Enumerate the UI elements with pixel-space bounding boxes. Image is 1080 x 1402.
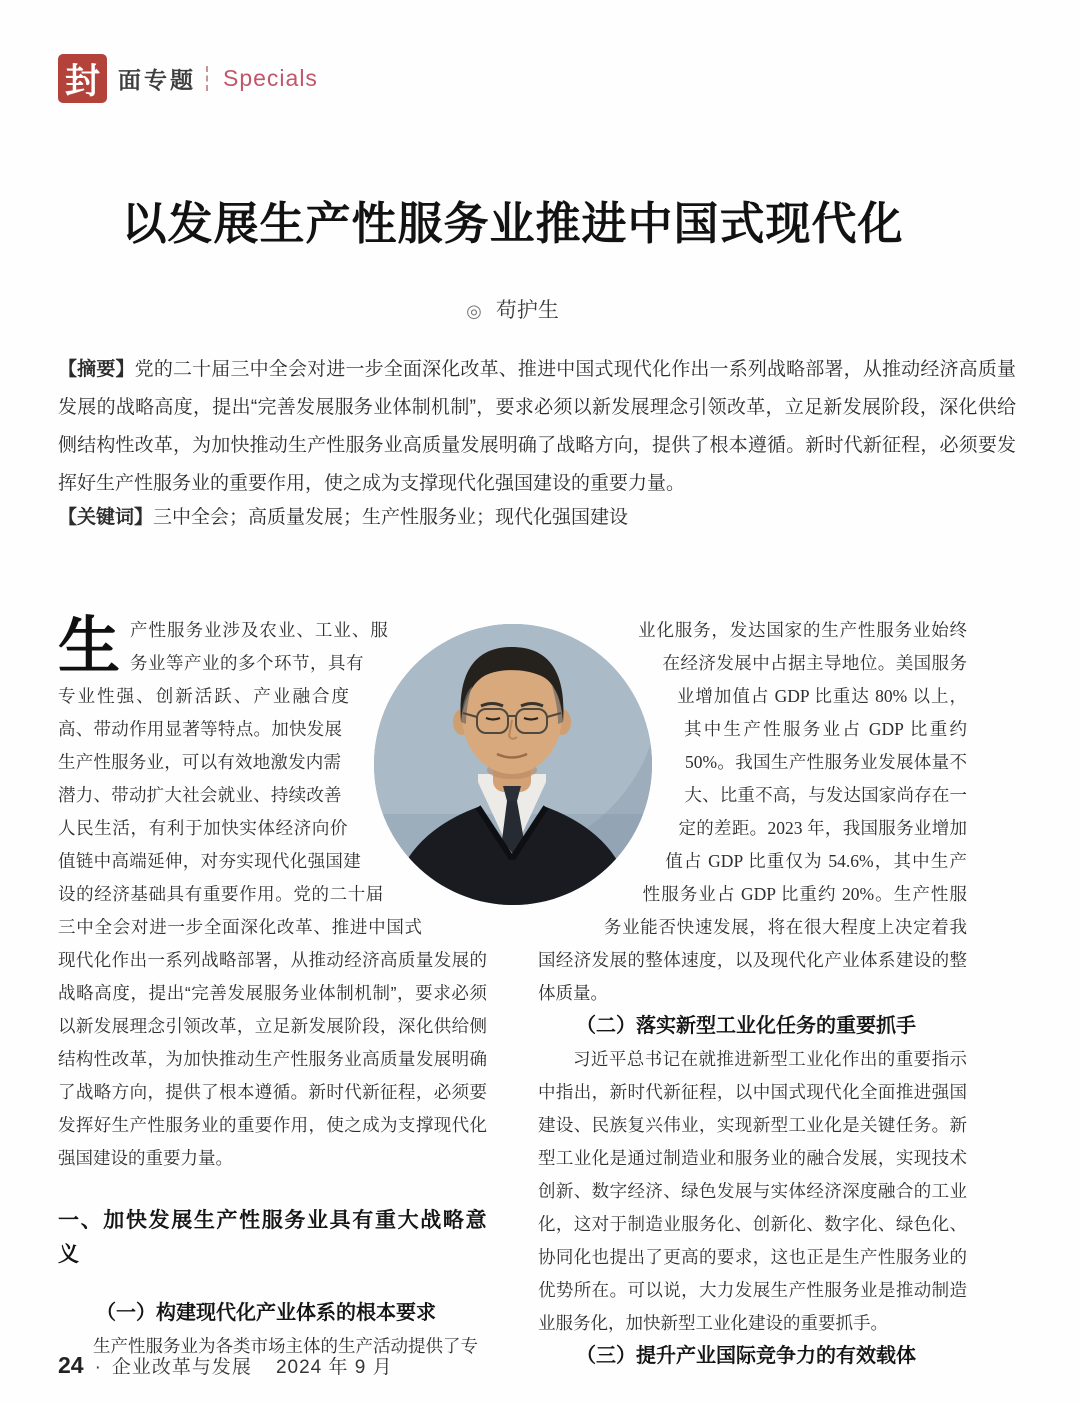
abstract-paragraph	[58, 351, 1016, 503]
page-number: 24	[58, 1352, 84, 1378]
subsection-1-text-right: 业化服务，发达国家的生产性服务业始终在经济发展中占据主导地位。美国服务业增加值占 GDP 比重达 80% 以上，其中生产性服务业占 GDP 比重约 50%。我国生产性服务业发展体量不大、比重不高，与发达国家尚存在一定的差距。2023 年，我国服务业增加值占 GDP 比重仅为 54.6%，其中生产性服务业占 GDP 比重约 20%。生产性服务业能否快速发展，将在很大程度上决定着我国经济发展的整体速度，以及现代化产业体系建设的整体质量。	[538, 620, 967, 1003]
masthead	[58, 54, 318, 103]
dropcap: 生	[58, 613, 121, 681]
subsection-1-heading: （一）构建现代化产业体系的根本要求	[96, 1302, 436, 1324]
subsection-2-heading: （二）落实新型工业化任务的重要抓手	[576, 1015, 916, 1037]
subsection-2-text: 习近平总书记在就推进新型工业化作出的重要指示中指出，新时代新征程，以中国式现代化全面推进强国建设、民族复兴伟业，实现新型工业化是关键任务。新型工业化是通过制造业和服务业的融合发展，实现技术创新、数字经济、绿色发展与实体经济深度融合的工业化，这对于制造业服务化、创新化、数字化、绿色化、协同化也提出了更高的要求，这也正是生产性服务业的优势所在。可以说，大力发展生产性服务业是推动制造业服务化，加快新型工业化建设的重要抓手。	[538, 1049, 967, 1333]
issue-date: 2024 年 9 月	[275, 1357, 393, 1378]
author-portrait-photo	[374, 624, 652, 905]
keywords-line	[58, 503, 1016, 533]
author-line	[58, 294, 967, 324]
portrait-illustration	[374, 624, 652, 905]
intro-text: 产性服务业涉及农业、工业、服务业等产业的多个环节，具有专业性强、创新活跃、产业融合度高、带动作用显著等特点。加快发展生产性服务业，可以有效地激发内需潜力、带动扩大社会就业、持续改善人民生活，有利于加快实体经济向价值链中高端延伸，对夯实现代化强国建设的经济基础具有重要作用。党的二十届三中全会对进一步全面深化改革、推进中国式现代化作出一系列战略部署，从推动经济高质量发展的战略高度，提出“完善发展服务业体制机制”，要求必须以新发展理念引领改革，立足新发展阶段，深化供给侧结构性改革，为加快推动生产性服务业高质量发展明确了战略方向，提供了根本遵循。新时代新征程，必须要发挥好生产性服务业的重要作用，使之成为支撑现代化强国建设的重要力量。	[58, 620, 487, 1168]
cover-logo-icon: 封	[58, 54, 107, 103]
section-1-heading: 一、加快发展生产性服务业具有重大战略意义	[58, 1209, 487, 1266]
subsection-3-heading: （三）提升产业国际竞争力的有效载体	[576, 1345, 916, 1367]
section-name-en: Specials	[223, 65, 318, 91]
subsection-1-text-left: 生产性服务业为各类市场主体的生产活动提供了专	[93, 1336, 478, 1356]
masthead-divider	[206, 66, 208, 91]
journal-name: 企业改革与发展	[111, 1357, 252, 1378]
author-marker-icon: ◎	[466, 301, 482, 321]
abstract-label: 【摘要】	[58, 359, 135, 380]
keywords-text: 三中全会；高质量发展；生产性服务业；现代化强国建设	[153, 507, 629, 528]
footer-separator: ·	[94, 1357, 101, 1378]
author-name: 苟护生	[495, 298, 559, 322]
article-title: 以发展生产性服务业推进中国式现代化	[121, 198, 904, 249]
abstract-text: 党的二十届三中全会对进一步全面深化改革、推进中国式现代化作出一系列战略部署，从推动经济高质量发展的战略高度，提出“完善发展服务业体制机制”，要求必须以新发展理念引领改革，立足新发展阶段，深化供给侧结构性改革，为加快推动生产性服务业高质量发展明确了战略方向，提供了根本遵循。新时代新征程，必须要发挥好生产性服务业的重要作用，使之成为支撑现代化强国建设的重要力量。	[58, 359, 1016, 494]
keywords-label: 【关键词】	[58, 507, 154, 528]
section-name-cn: 面专题	[118, 67, 196, 93]
page-footer	[58, 1352, 393, 1379]
